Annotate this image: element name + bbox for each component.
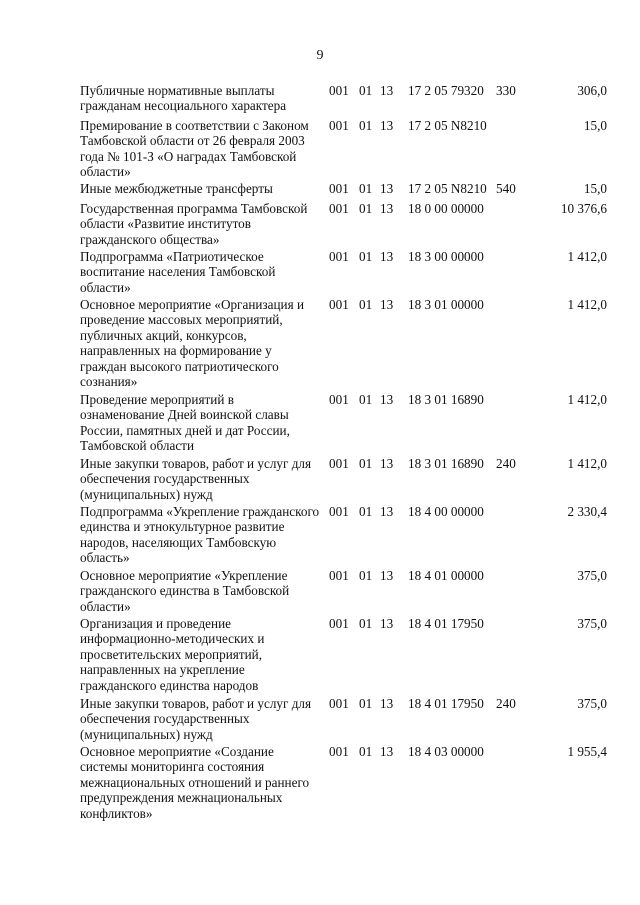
row-admin-code: 001 [329,616,349,631]
row-target-code: 17 2 05 79320 [408,83,484,98]
row-target-code: 18 4 00 00000 [408,504,484,519]
row-section-code: 01 [359,181,373,196]
row-admin-code: 001 [329,696,349,711]
row-name: Иные закупки товаров, работ и услуг для обеспечения государственных (муниципальных) нужд [80,696,312,742]
row-name: Основное мероприятие «Создание системы мониторинга состояния межнациональных отношений и раннего предупреждения межнациональных конфликтов» [80,744,310,821]
row-admin-code: 001 [329,83,349,98]
row-subsection-code: 13 [380,616,394,631]
table-row [0,744,640,824]
row-name: Подпрограмма «Укрепление гражданского единства и этнокультурное развитие народов, населяющих Тамбовскую область» [80,504,320,566]
table-row [0,249,640,297]
row-admin-code: 001 [329,456,349,471]
row-name: Проведение мероприятий в ознаменование Дней воинской славы России, памятных дней и дат России, Тамбовской области [80,392,290,454]
row-subsection-code: 13 [380,201,394,216]
row-expense-type: 540 [496,181,516,196]
row-amount: 15,0 [583,118,607,133]
row-subsection-code: 13 [380,456,394,471]
row-subsection-code: 13 [380,297,394,312]
row-admin-code: 001 [329,181,349,196]
row-admin-code: 001 [329,568,349,583]
table-row [0,201,640,249]
row-amount: 10 376,6 [560,201,607,216]
row-subsection-code: 13 [380,392,394,407]
row-subsection-code: 13 [380,249,394,264]
row-name: Иные закупки товаров, работ и услуг для обеспечения государственных (муниципальных) нужд [80,456,312,502]
table-row [0,297,640,392]
row-admin-code: 001 [329,744,349,759]
row-subsection-code: 13 [380,568,394,583]
table-row [0,456,640,504]
row-target-code: 18 3 00 00000 [408,249,484,264]
row-expense-type: 240 [496,456,516,471]
row-section-code: 01 [359,249,373,264]
page-number: 9 [316,48,324,63]
row-target-code: 18 4 01 17950 [408,616,484,631]
row-admin-code: 001 [329,201,349,216]
row-section-code: 01 [359,83,373,98]
row-section-code: 01 [359,696,373,711]
row-section-code: 01 [359,297,373,312]
table-row [0,392,640,456]
row-amount: 1 955,4 [567,744,607,759]
table-row [0,181,640,201]
row-section-code: 01 [359,616,373,631]
row-subsection-code: 13 [380,504,394,519]
row-amount: 375,0 [577,616,607,631]
row-amount: 1 412,0 [567,249,607,264]
row-admin-code: 001 [329,504,349,519]
row-expense-type: 330 [496,83,516,98]
row-name: Иные межбюджетные трансферты [80,181,273,196]
row-subsection-code: 13 [380,181,394,196]
row-name: Основное мероприятие «Организация и проведение массовых мероприятий, публичных акций, конкурсов, направленных на формирование у граждан высокого патриотического сознания» [80,297,305,390]
table-row [0,568,640,616]
row-section-code: 01 [359,392,373,407]
row-subsection-code: 13 [380,118,394,133]
row-section-code: 01 [359,456,373,471]
table-row [0,83,640,118]
row-amount: 1 412,0 [567,456,607,471]
row-amount: 15,0 [583,181,607,196]
row-target-code: 18 4 01 00000 [408,568,484,583]
row-section-code: 01 [359,118,373,133]
budget-table [0,83,640,824]
row-name: Государственная программа Тамбовской области «Развитие институтов гражданского общества» [80,201,308,247]
row-target-code: 18 4 03 00000 [408,744,484,759]
table-row [0,616,640,696]
row-amount: 375,0 [577,696,607,711]
row-admin-code: 001 [329,297,349,312]
row-subsection-code: 13 [380,696,394,711]
row-target-code: 18 0 00 00000 [408,201,484,216]
row-amount: 306,0 [577,83,607,98]
row-target-code: 18 4 01 17950 [408,696,484,711]
row-name: Публичные нормативные выплаты гражданам несоциального характера [80,83,287,114]
row-amount: 375,0 [577,568,607,583]
table-row [0,504,640,568]
row-subsection-code: 13 [380,744,394,759]
row-admin-code: 001 [329,118,349,133]
row-admin-code: 001 [329,392,349,407]
row-section-code: 01 [359,201,373,216]
row-expense-type: 240 [496,696,516,711]
row-section-code: 01 [359,744,373,759]
row-name: Подпрограмма «Патриотическое воспитание населения Тамбовской области» [80,249,276,295]
row-target-code: 17 2 05 N8210 [408,118,487,133]
row-name: Премирование в соответствии с Законом Тамбовской области от 26 февраля 2003 года № 101-З «О наградах Тамбовской области» [80,118,309,180]
row-amount: 1 412,0 [567,392,607,407]
row-target-code: 18 3 01 16890 [408,456,484,471]
row-section-code: 01 [359,568,373,583]
row-target-code: 18 3 01 16890 [408,392,484,407]
row-admin-code: 001 [329,249,349,264]
row-name: Основное мероприятие «Укрепление гражданского единства в Тамбовской области» [80,568,290,614]
row-amount: 2 330,4 [567,504,607,519]
row-subsection-code: 13 [380,83,394,98]
table-row [0,118,640,181]
row-section-code: 01 [359,504,373,519]
row-amount: 1 412,0 [567,297,607,312]
row-target-code: 18 3 01 00000 [408,297,484,312]
row-target-code: 17 2 05 N8210 [408,181,487,196]
row-name: Организация и проведение информационно-методических и просветительских мероприятий, направленных на укрепление гражданского единства народов [80,616,265,693]
table-row [0,696,640,744]
